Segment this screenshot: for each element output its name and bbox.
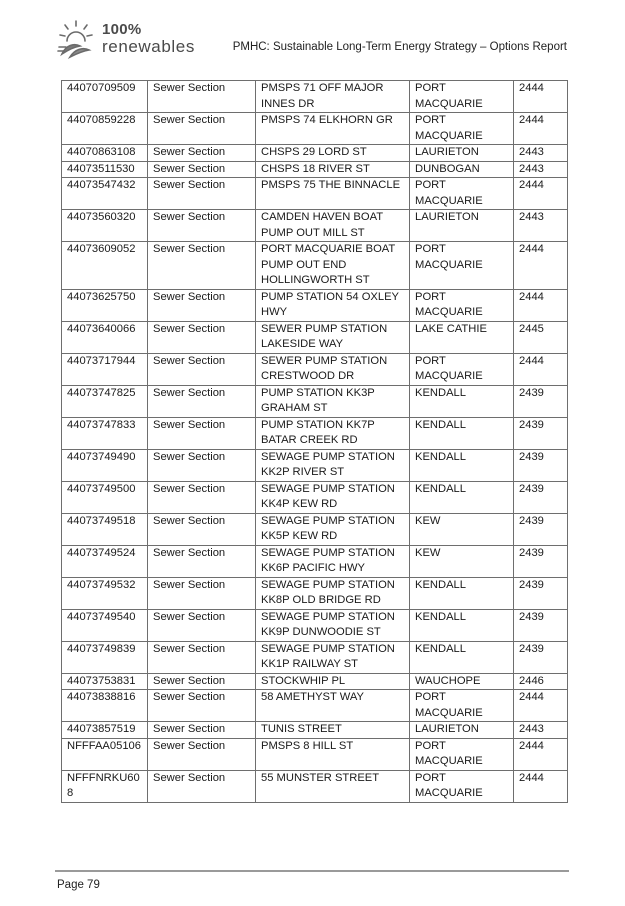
cell-town: DUNBOGAN (410, 161, 514, 178)
cell-account-id: NFFFAA05106 (62, 738, 148, 770)
cell-site-name: STOCKWHIP PL (256, 673, 410, 690)
cell-section: Sewer Section (148, 113, 256, 145)
cell-town: LAURIETON (410, 210, 514, 242)
cell-postcode: 2444 (514, 738, 568, 770)
cell-town: KENDALL (410, 481, 514, 513)
cell-account-id: 44073560320 (62, 210, 148, 242)
cell-site-name: CHSPS 18 RIVER ST (256, 161, 410, 178)
table-row (62, 417, 568, 449)
cell-town: KEW (410, 545, 514, 577)
cell-site-name: CHSPS 29 LORD ST (256, 145, 410, 162)
cell-account-id: 44073753831 (62, 673, 148, 690)
cell-account-id: 44073749540 (62, 609, 148, 641)
cell-site-name: SEWAGE PUMP STATION KK6P PACIFIC HWY (256, 545, 410, 577)
cell-account-id: 44073749500 (62, 481, 148, 513)
cell-postcode: 2439 (514, 577, 568, 609)
cell-section: Sewer Section (148, 609, 256, 641)
cell-section: Sewer Section (148, 722, 256, 739)
cell-section: Sewer Section (148, 449, 256, 481)
cell-town: PORT MACQUARIE (410, 242, 514, 290)
cell-account-id: 44073547432 (62, 178, 148, 210)
cell-site-name: PMSPS 8 HILL ST (256, 738, 410, 770)
cell-account-id: 44073749490 (62, 449, 148, 481)
cell-postcode: 2443 (514, 161, 568, 178)
logo-number: 100% (102, 21, 142, 38)
cell-account-id: 44073838816 (62, 690, 148, 722)
cell-town: LAURIETON (410, 145, 514, 162)
cell-postcode: 2443 (514, 145, 568, 162)
cell-site-name: SEWAGE PUMP STATION KK2P RIVER ST (256, 449, 410, 481)
cell-town: KENDALL (410, 641, 514, 673)
cell-section: Sewer Section (148, 178, 256, 210)
cell-town: PORT MACQUARIE (410, 113, 514, 145)
table-row (62, 210, 568, 242)
table-row (62, 738, 568, 770)
logo-wordmark: renewables (102, 37, 195, 56)
cell-postcode: 2444 (514, 113, 568, 145)
table-row (62, 161, 568, 178)
cell-town: KENDALL (410, 417, 514, 449)
cell-site-name: SEWAGE PUMP STATION KK4P KEW RD (256, 481, 410, 513)
cell-account-id: 44073717944 (62, 353, 148, 385)
cell-postcode: 2444 (514, 242, 568, 290)
cell-postcode: 2444 (514, 289, 568, 321)
table-row (62, 609, 568, 641)
cell-section: Sewer Section (148, 690, 256, 722)
cell-section: Sewer Section (148, 577, 256, 609)
cell-account-id: NFFFNRKU608 (62, 770, 148, 802)
cell-section: Sewer Section (148, 513, 256, 545)
cell-postcode: 2439 (514, 385, 568, 417)
cell-section: Sewer Section (148, 385, 256, 417)
cell-postcode: 2439 (514, 417, 568, 449)
sites-table-body (62, 81, 568, 803)
document-title: PMHC: Sustainable Long-Term Energy Strategy – Options Report (232, 41, 567, 53)
cell-section: Sewer Section (148, 81, 256, 113)
cell-town: LAKE CATHIE (410, 321, 514, 353)
cell-section: Sewer Section (148, 289, 256, 321)
cell-town: WAUCHOPE (410, 673, 514, 690)
table-row (62, 321, 568, 353)
cell-account-id: 44073747833 (62, 417, 148, 449)
cell-town: KENDALL (410, 609, 514, 641)
cell-postcode: 2444 (514, 178, 568, 210)
cell-section: Sewer Section (148, 545, 256, 577)
table-row (62, 722, 568, 739)
table-row (62, 145, 568, 162)
table-row (62, 289, 568, 321)
cell-site-name: 58 AMETHYST WAY (256, 690, 410, 722)
cell-postcode: 2445 (514, 321, 568, 353)
table-row (62, 178, 568, 210)
cell-account-id: 44073749532 (62, 577, 148, 609)
cell-postcode: 2439 (514, 609, 568, 641)
cell-town: PORT MACQUARIE (410, 178, 514, 210)
cell-town: PORT MACQUARIE (410, 738, 514, 770)
cell-postcode: 2439 (514, 641, 568, 673)
cell-account-id: 44073749524 (62, 545, 148, 577)
cell-site-name: PUMP STATION KK3P GRAHAM ST (256, 385, 410, 417)
table-row (62, 673, 568, 690)
cell-site-name: PMSPS 75 THE BINNACLE (256, 178, 410, 210)
cell-account-id: 44070859228 (62, 113, 148, 145)
table-row (62, 242, 568, 290)
cell-section: Sewer Section (148, 353, 256, 385)
cell-site-name: SEWAGE PUMP STATION KK8P OLD BRIDGE RD (256, 577, 410, 609)
cell-town: KEW (410, 513, 514, 545)
cell-site-name: PMSPS 74 ELKHORN GR (256, 113, 410, 145)
sun-leaf-logo-icon (56, 19, 102, 59)
cell-postcode: 2439 (514, 449, 568, 481)
cell-postcode: 2443 (514, 210, 568, 242)
cell-postcode: 2439 (514, 545, 568, 577)
cell-section: Sewer Section (148, 417, 256, 449)
company-logo (56, 19, 216, 59)
cell-section: Sewer Section (148, 738, 256, 770)
cell-section: Sewer Section (148, 673, 256, 690)
page-number: Page 79 (57, 879, 100, 891)
cell-town: KENDALL (410, 449, 514, 481)
cell-section: Sewer Section (148, 321, 256, 353)
cell-town: LAURIETON (410, 722, 514, 739)
table-row (62, 81, 568, 113)
page-header (0, 0, 625, 70)
cell-account-id: 44070863108 (62, 145, 148, 162)
table-row (62, 770, 568, 802)
table-row (62, 113, 568, 145)
cell-site-name: SEWAGE PUMP STATION KK9P DUNWOODIE ST (256, 609, 410, 641)
table-row (62, 545, 568, 577)
cell-site-name: PUMP STATION 54 OXLEY HWY (256, 289, 410, 321)
cell-postcode: 2444 (514, 353, 568, 385)
cell-site-name: SEWER PUMP STATION CRESTWOOD DR (256, 353, 410, 385)
footer-divider (55, 870, 569, 872)
cell-town: PORT MACQUARIE (410, 690, 514, 722)
cell-town: PORT MACQUARIE (410, 289, 514, 321)
cell-section: Sewer Section (148, 242, 256, 290)
cell-account-id: 44073747825 (62, 385, 148, 417)
cell-account-id: 44073609052 (62, 242, 148, 290)
table-row (62, 449, 568, 481)
cell-account-id: 44073625750 (62, 289, 148, 321)
table-row (62, 353, 568, 385)
cell-section: Sewer Section (148, 641, 256, 673)
cell-postcode: 2444 (514, 770, 568, 802)
table-row (62, 481, 568, 513)
table-row (62, 385, 568, 417)
cell-postcode: 2443 (514, 722, 568, 739)
cell-site-name: SEWAGE PUMP STATION KK1P RAILWAY ST (256, 641, 410, 673)
cell-town: PORT MACQUARIE (410, 770, 514, 802)
cell-account-id: 44073511530 (62, 161, 148, 178)
cell-postcode: 2439 (514, 513, 568, 545)
sites-table (61, 80, 568, 803)
cell-account-id: 44073857519 (62, 722, 148, 739)
cell-section: Sewer Section (148, 770, 256, 802)
cell-section: Sewer Section (148, 161, 256, 178)
cell-account-id: 44070709509 (62, 81, 148, 113)
cell-site-name: SEWER PUMP STATION LAKESIDE WAY (256, 321, 410, 353)
cell-site-name: PUMP STATION KK7P BATAR CREEK RD (256, 417, 410, 449)
cell-postcode: 2446 (514, 673, 568, 690)
table-row (62, 690, 568, 722)
table-row (62, 577, 568, 609)
cell-site-name: TUNIS STREET (256, 722, 410, 739)
cell-section: Sewer Section (148, 481, 256, 513)
cell-town: KENDALL (410, 385, 514, 417)
table-row (62, 641, 568, 673)
cell-account-id: 44073749518 (62, 513, 148, 545)
cell-town: KENDALL (410, 577, 514, 609)
cell-town: PORT MACQUARIE (410, 81, 514, 113)
cell-postcode: 2439 (514, 481, 568, 513)
cell-section: Sewer Section (148, 210, 256, 242)
cell-site-name: CAMDEN HAVEN BOAT PUMP OUT MILL ST (256, 210, 410, 242)
table-row (62, 513, 568, 545)
cell-site-name: SEWAGE PUMP STATION KK5P KEW RD (256, 513, 410, 545)
cell-account-id: 44073640066 (62, 321, 148, 353)
cell-account-id: 44073749839 (62, 641, 148, 673)
cell-postcode: 2444 (514, 690, 568, 722)
cell-postcode: 2444 (514, 81, 568, 113)
cell-site-name: PMSPS 71 OFF MAJOR INNES DR (256, 81, 410, 113)
cell-site-name: PORT MACQUARIE BOAT PUMP OUT END HOLLINGWORTH ST (256, 242, 410, 290)
cell-town: PORT MACQUARIE (410, 353, 514, 385)
cell-site-name: 55 MUNSTER STREET (256, 770, 410, 802)
cell-section: Sewer Section (148, 145, 256, 162)
